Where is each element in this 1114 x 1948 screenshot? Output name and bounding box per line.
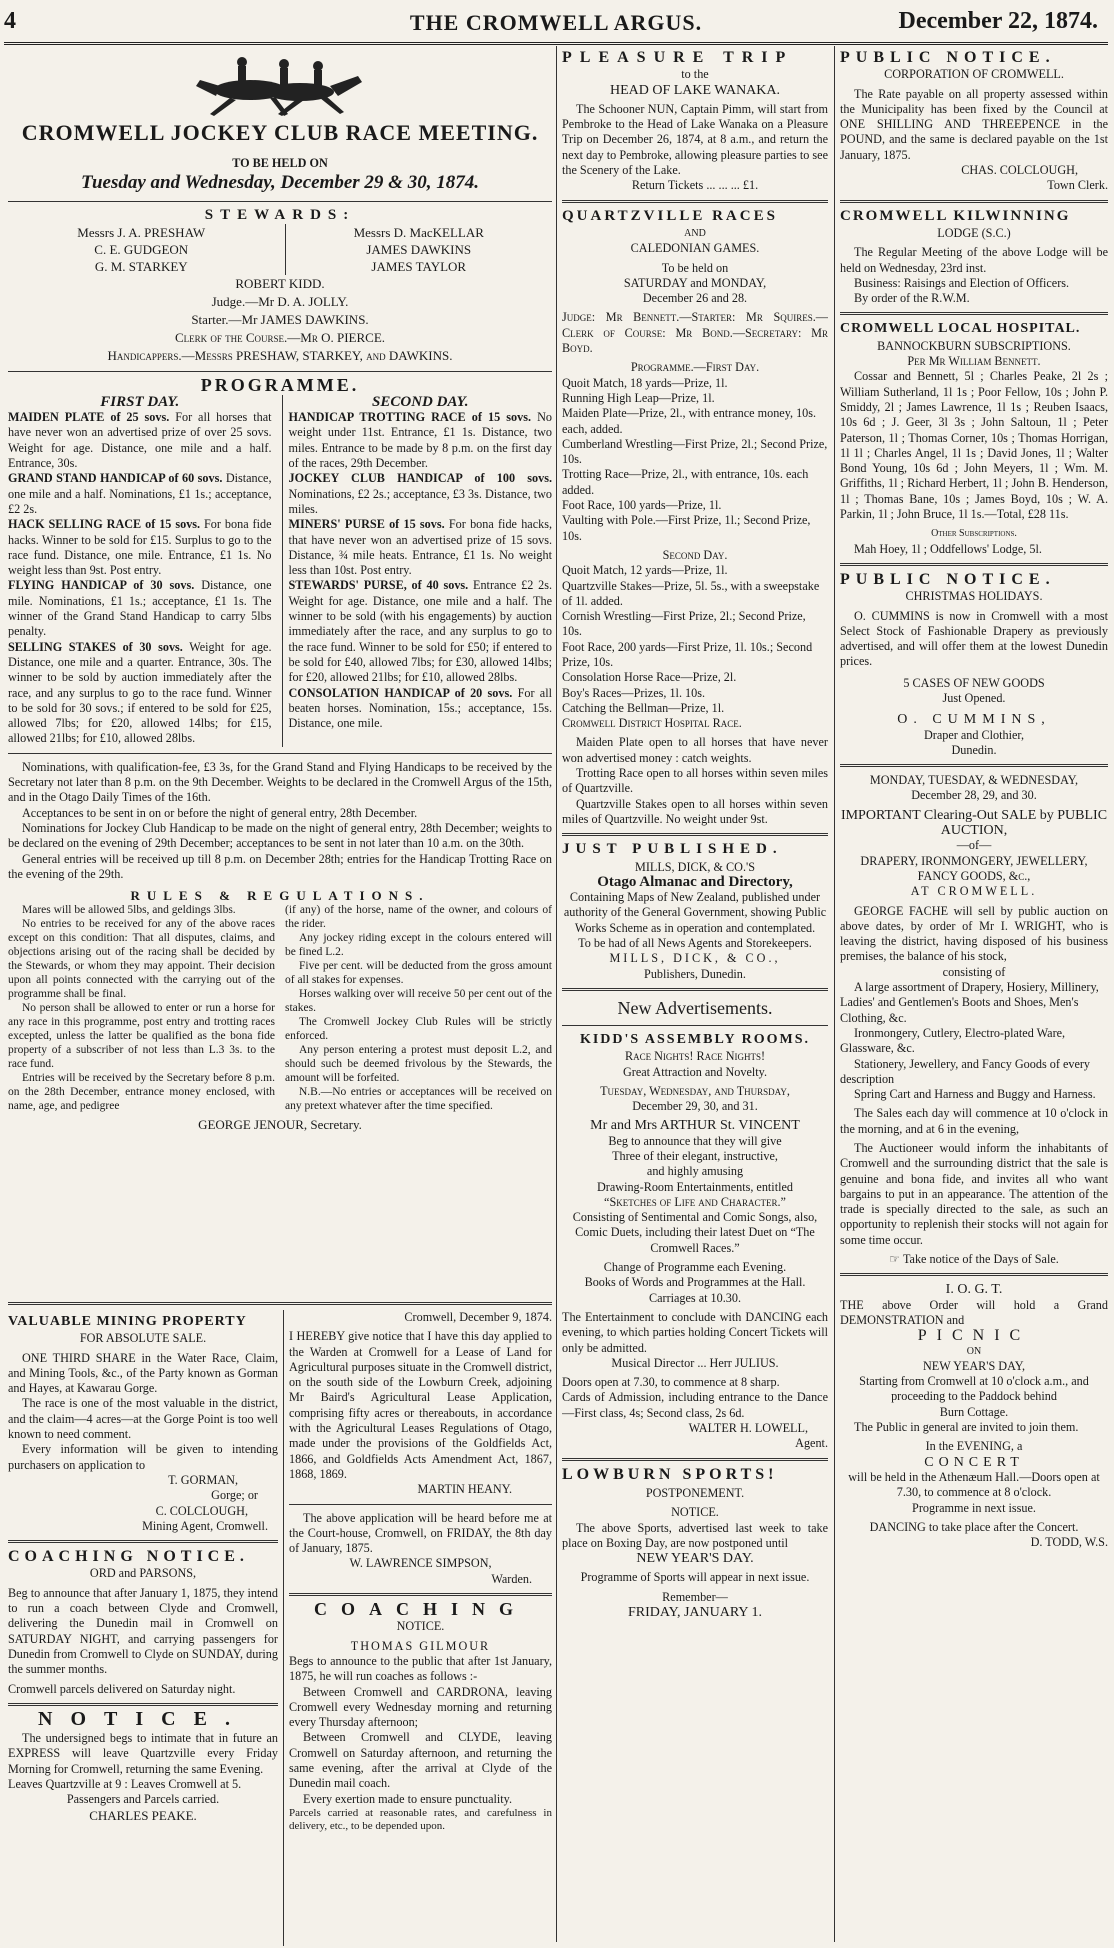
- quartzville-event: Catching the Bellman—Prize, 1l.: [562, 700, 725, 715]
- notice2-heading: PUBLIC NOTICE.: [840, 570, 1056, 588]
- quartzville-event: Vaulting with Pole.—First Prize, 1l.; Second Prize, 10s.: [562, 513, 811, 543]
- rule: Five per cent. will be deducted from the gross amount of all stakes for expenses.: [285, 960, 552, 987]
- race-clerk: Clerk of the Course.—Mr O. PIERCE.: [174, 329, 386, 345]
- heany-hearing: The above application will be heard before me at the Court-house, Cromwell, on FRIDAY, the 8th day of January, 1875.: [289, 1510, 552, 1556]
- lowburn-programme: Programme of Sports will appear in next issue.: [580, 1570, 810, 1585]
- auction-consisting: consisting of: [942, 964, 1006, 979]
- nomination-text: Acceptances to be sent in on or before the night of general entry, 28th December.: [22, 805, 418, 820]
- quartzville-event: Boy's Races—Prizes, 1l. 10s.: [562, 685, 706, 700]
- steward: JAMES DAWKINS: [366, 241, 472, 257]
- race-event: CONSOLATION HANDICAP of 20 sovs. For all beaten horses. Nomination, 15s.; acceptance, 15s. Distance, one mile.: [288, 685, 552, 731]
- divider: [289, 1593, 552, 1596]
- heany-body: I HEREBY give notice that I have this day applied to the Warden at Cromwell for a Lease of Land for Agricultural purposes situate in the Cromwell district, on the south side of the Lowburn Creek, adjoining Mr Baird's Agricultural Lease Application, comprising fifty acres or thereabouts, in accordance with the Agricultural Leases Regulations of Otago, made under the provisions of the Goldfields Act, 1866, and Goldfields Acts Amendment Act, 1867, 1868, 1869.: [289, 1329, 552, 1481]
- issue-date: December 22, 1874.: [898, 8, 1098, 34]
- quartzville-event: Maiden Plate—Prize, 2l., with entrance money, 10s. each, added.: [562, 406, 817, 436]
- mining-body: The race is one of the most valuable in the district, and the claim—4 acres—at the Gorge Point is too well known to need comment.: [8, 1396, 278, 1442]
- divider: [840, 1273, 1108, 1276]
- notice2-body: O. CUMMINS is now in Cromwell with a most Select Stock of Fashionable Drapery as previously advertised, and will offer them at the lowest Dunedin prices.: [840, 608, 1108, 669]
- rule: No entries to be received for any of the above races except on this condition: That all disputes, claims, and objections arising out of the racing shall be decided by the Stewards, or whom they may appoint. Their decision upon all points connected with the carrying out of the programme shall be final.: [8, 918, 275, 1001]
- auction-days: MONDAY, TUESDAY, & WEDNESDAY,: [869, 773, 1079, 788]
- coaching1-body: Beg to announce that after January 1, 1875, they intend to run a coach between Clyde and Cromwell, delivering the Dunedin mail in Cromwell on SATURDAY NIGHT, and carrying passengers for Dunedin from Cromwell to Clyde on SUNDAY, during the summer months.: [8, 1585, 278, 1677]
- auction-at: AT CROMWELL.: [910, 884, 1038, 899]
- mining-sign: Gorge; or: [211, 1488, 258, 1503]
- rule: N.B.—No entries or acceptances will be received on any pretext whatever after the time specified.: [285, 1086, 552, 1113]
- kilwinning-lodge: LODGE (S.C.): [937, 225, 1011, 240]
- notice1-body: The Rate payable on all property assessed within the Municipality has been fixed by the Council at ONE SHILLING AND THREEPENCE in the POUND, and the same is declared payable on the 1st January, 1875.: [840, 86, 1108, 162]
- rule: Horses walking over will receive 50 per cent out of the stakes.: [285, 988, 552, 1015]
- hospital-other-list: Mah Hoey, 1l ; Oddfellows' Lodge, 5l.: [854, 541, 1042, 556]
- notice-heading: NOTICE.: [38, 1707, 248, 1730]
- published-publisher: MILLS, DICK, & CO.'S: [634, 859, 756, 874]
- pleasure-dest: HEAD OF LAKE WANAKA.: [609, 82, 781, 98]
- heany-warden-title: Warden.: [491, 1571, 532, 1586]
- column-2-lower: [289, 1310, 552, 1946]
- coaching2-heading: COACHING: [313, 1599, 527, 1620]
- racehorse-illustration: [180, 46, 380, 118]
- lowburn-sub: POSTPONEMENT.: [645, 1485, 745, 1500]
- quartzville-event: Quartzville Stakes—Prize, 5l. 5s., with a sweepstake of 1l. added.: [562, 578, 820, 608]
- page-number: 4: [4, 8, 16, 34]
- rule: Entries will be received by the Secretary before 8 p.m. on the 28th December, entrance money enclosed, with name, age, and pedigree: [8, 1072, 275, 1113]
- nomination-text: General entries will be received up till 8 p.m. on December 28th; entries for the Handicap Trotting Race on the evening of the 29th.: [8, 851, 552, 881]
- published-heading: JUST PUBLISHED.: [562, 841, 783, 858]
- iogt-hall: will be held in the Athenæum Hall.—Doors open at 7.30, to commence at 8 o'clock.: [848, 1469, 1100, 1500]
- heany-sign: MARTIN HEANY.: [417, 1482, 512, 1497]
- quartzville-day2: Second Day.: [662, 547, 728, 562]
- kidds-line: Drawing-Room Entertainments, entitled: [597, 1179, 793, 1194]
- notice2-cases: 5 CASES OF NEW GOODS: [903, 675, 1045, 690]
- iogt-invited: The Public in general are invited to join them.: [854, 1420, 1079, 1435]
- heany-dateline: Cromwell, December 9, 1874.: [404, 1310, 552, 1324]
- kidds-line: Three of their elegant, instructive,: [612, 1149, 778, 1163]
- race-meeting-ad: [8, 46, 552, 1298]
- quartzville-note: Maiden Plate open to all horses that have never won advertised money : catch weights.: [562, 735, 828, 765]
- divider: [8, 1703, 278, 1706]
- published-agents: To be had of all News Agents and Storekeepers.: [578, 936, 812, 951]
- quartzville-event: Cumberland Wrestling—First Prize, 2l.; Second Prize, 10s.: [562, 436, 828, 467]
- quartzville-event: Running High Leap—Prize, 1l.: [562, 390, 715, 405]
- coaching2-name: THOMAS GILMOUR: [350, 1638, 491, 1653]
- kilwinning-order: By order of the R.W.M.: [854, 291, 970, 306]
- auction-times: The Sales each day will commence at 10 o'clock in the morning, and at 6 in the evening,: [840, 1106, 1108, 1136]
- newspaper-title: THE CROMWELL ARGUS.: [409, 10, 703, 35]
- quartzville-event: Cromwell District Hospital Race.: [562, 716, 742, 731]
- nominations: [8, 760, 552, 882]
- kidds-heading: KIDD'S ASSEMBLY ROOMS.: [579, 1031, 811, 1047]
- hospital-heading: CROMWELL LOCAL HOSPITAL.: [840, 321, 1081, 337]
- race-event: MINERS' PURSE of 15 sovs. For bona fide hacks, that have never won an advertised prize of 15 sovs. Distance, ¾ mile heats. Entrance, £1 1s. No weight less than 10st. Post entry.: [288, 517, 552, 578]
- hospital-other: Other Subscriptions.: [931, 528, 1017, 540]
- coaching2-body: Between Cromwell and CARDRONA, leaving Cromwell every Wednesday morning and returning every Thursday afternoon;: [289, 1684, 552, 1730]
- kidds-performers: Mr and Mrs ARTHUR St. VINCENT: [590, 1118, 800, 1134]
- published-sign: MILLS, DICK, & CO.,: [609, 951, 781, 966]
- rule: Mares will be allowed 5lbs, and geldings 3lbs.: [22, 904, 236, 917]
- hospital-per: Per Mr William Bennett.: [907, 354, 1041, 369]
- divider: [8, 753, 552, 754]
- race-event: HACK SELLING RACE of 15 sovs. For bona fide hacks. Winner to be sold for £15. Surplus to go to the race fund. Distance, one mile. Entrance, £1 1s. No weight less than 9st. Post entry.: [8, 517, 272, 578]
- second-day: [282, 395, 553, 747]
- auction-goods: DRAPERY, IRONMONGERY, JEWELLERY, FANCY GOODS, &c.,: [860, 853, 1088, 883]
- coaching2-sub: NOTICE.: [396, 1619, 445, 1634]
- coaching1-body: Cromwell parcels delivered on Saturday night.: [8, 1681, 236, 1696]
- lowburn-date: FRIDAY, JANUARY 1.: [627, 1605, 763, 1621]
- quartzville-held: To be held on: [661, 260, 729, 275]
- mining-body: Every information will be given to intending purchasers on application to: [8, 1442, 278, 1472]
- pleasure-to: to the: [681, 67, 709, 82]
- divider: [562, 1025, 828, 1026]
- quartzville-note: Quartzville Stakes open to all horses within seven miles of Quartzville. No weight under 9st.: [562, 796, 828, 826]
- race-dates: Tuesday and Wednesday, December 29 & 30, 1874.: [81, 172, 479, 194]
- kidds-attraction: Great Attraction and Novelty.: [622, 1064, 768, 1079]
- quartzville-heading: QUARTZVILLE RACES: [562, 207, 778, 224]
- kilwinning-business: Business: Raisings and Election of Officers.: [854, 275, 1070, 290]
- kidds-carriages: Carriages at 10.30.: [648, 1290, 742, 1305]
- second-day-heading: SECOND DAY.: [372, 393, 469, 410]
- rule: The Cromwell Jockey Club Rules will be strictly enforced.: [285, 1016, 552, 1043]
- race-held-on: TO BE HELD ON: [232, 156, 328, 170]
- iogt-start: Starting from Cromwell at 10 o'clock a.m., and proceeding to the Paddock behind: [859, 1374, 1089, 1404]
- steward: Messrs D. MacKELLAR: [353, 224, 484, 240]
- race-event: SELLING STAKES of 30 sovs. Weight for age. Distance, one mile and a quarter. Entrance, 30s. The winner to be sold by auction immediately after the race, and any surplus to go to the race fund. Winner to be sold for 30 sovs.; if entered to be sold for £25, allowed 7lbs; for £20, allowed 14lbs; for £15, allowed 21lbs; for £10, allowed 28lbs.: [8, 639, 272, 746]
- quartzville-event: Cornish Wrestling—First Prize, 2l.; Second Prize, 10s.: [562, 609, 806, 639]
- race-starter: Starter.—Mr JAMES DAWKINS.: [191, 311, 369, 327]
- race-handicappers: Handicappers.—Messrs PRESHAW, STARKEY, and DAWKINS.: [107, 347, 453, 363]
- kilwinning-body: The Regular Meeting of the above Lodge will be held on Wednesday, 23rd inst.: [840, 245, 1108, 275]
- race-event: HANDICAP TROTTING RACE of 15 sovs. No weight under 11st. Entrance, £1 1s. Distance, two miles. Entrance to be made by 8 p.m. on the first day of the races, 29th December.: [288, 410, 552, 471]
- first-day: [8, 395, 272, 747]
- race-judge: Judge.—Mr D. A. JOLLY.: [211, 293, 349, 309]
- lowburn-body: The above Sports, advertised last week to take place on Boxing Day, are now postponed until: [562, 1520, 828, 1550]
- iogt-day: NEW YEAR'S DAY,: [922, 1358, 1026, 1373]
- column-1-lower: [8, 1310, 278, 1946]
- auction-heading: IMPORTANT Clearing-Out SALE by PUBLIC AUCTION,: [840, 807, 1108, 839]
- race-meeting-title: CROMWELL JOCKEY CLUB RACE MEETING.: [21, 120, 539, 145]
- column-rule: [556, 46, 557, 1942]
- coaching2-body: Every exertion made to ensure punctuality.: [303, 1791, 513, 1806]
- steward: G. M. STARKEY: [94, 258, 188, 274]
- mining-sign: T. GORMAN,: [168, 1472, 238, 1487]
- notice-times: Leaves Quartzville at 9 : Leaves Cromwell at 5.: [8, 1777, 242, 1792]
- auction-inform: The Auctioneer would inform the inhabitants of Cromwell and the surrounding district that the sale is genuine and bona fide, and invites all who want bargains to put in an appearance. The attention of the trade is specially directed to the sale, as such an opportunity to replenish their stocks will not again for some time occur.: [840, 1141, 1108, 1247]
- auction-of: —of—: [956, 838, 992, 853]
- published-title: Otago Almanac and Directory,: [597, 873, 793, 890]
- quartzville-event: Trotting Race—Prize, 2l., with entrance, 10s. each added.: [562, 467, 809, 497]
- column-4: [840, 46, 1108, 1942]
- iogt-programme: Programme in next issue.: [912, 1500, 1036, 1515]
- kidds-agent: WALTER H. LOWELL,: [688, 1421, 808, 1436]
- pleasure-heading: PLEASURE TRIP: [562, 49, 794, 66]
- divider: [562, 1458, 828, 1461]
- pleasure-tickets: Return Tickets ... ... ... £1.: [631, 178, 759, 193]
- kidds-line: and highly amusing: [646, 1164, 744, 1179]
- race-event: STEWARDS' PURSE, of 40 sovs. Entrance £2 2s. Weight for age. Distance, one mile and a half. The winner to be sold (with his engagements) by auction immediately after the race, and any surplus to go to the race fund. Winner to be sold for £50; if entered to be sold for £40, allowed 7lbs; for £30, allowed 14lbs; for £20, allowed 21lbs; for £10, allowed 28lbs.: [288, 578, 552, 685]
- stewards-heading: STEWARDS:: [204, 207, 356, 224]
- lowburn-heading: LOWBURN SPORTS!: [562, 1465, 778, 1483]
- auction-item: A large assortment of Drapery, Hosiery, Millinery, Ladies' and Gentlemen's Boots and Shoes, Men's Clothing, &c.: [840, 980, 1099, 1025]
- auction-note: ☞ Take notice of the Days of Sale.: [889, 1252, 1059, 1267]
- divider: [562, 200, 828, 203]
- divider: [840, 764, 1108, 767]
- race-event: JOCKEY CLUB HANDICAP of 100 sovs. Nominations, £2 2s.; acceptance, £3 3s. Distance, two miles.: [288, 471, 552, 516]
- race-event: MAIDEN PLATE of 25 sovs. For all horses that have never won an advertised prize of over 25 sovs. Weight for age. Distance, one mile and a half. Entrance, 30s.: [8, 410, 272, 471]
- quartzville-officials: Judge: Mr Bennett.—Starter: Mr Squires.—Clerk of Course: Mr Bond.—Secretary: Mr Boyd.: [562, 310, 828, 356]
- iogt-heading: I. O. G. T.: [945, 1282, 1003, 1298]
- divider: [840, 312, 1108, 315]
- column-3: [562, 46, 828, 1942]
- lowburn-notice: NOTICE.: [671, 1505, 719, 1520]
- notice-sign: CHARLES PEAKE.: [89, 1807, 197, 1823]
- hospital-list: Cossar and Bennett, 5l ; Charles Peake, 2l 2s ; William Sutherland, 1l 1s ; Poor Fellow, 10s ; John P. Smiddy, 2l ; James Lawrence, 1l 1s ; Reuben Isaacs, 10s 6d ; J. Geer, 3l 3s ; John Saltoun, 1l ; Peter Paterson, 1l ; Thomas Corner, 10s ; Thomas Horrigan, 1l 1l ; Charles Angel, 1l 1s ; David Jones, 1l ; Walter Bond Young, 10s 6d ; John Meyers, 1l ; Wm. M. Griffiths, 1l ; Richard Herbert, 1l ; John B. Henderson, 1l ; Thomas Bane, 10s ; James Boyd, 10s ; W. A. Parkin, 1l ; John Bruce, 1l 1s.—Total, £28 11s.: [840, 369, 1108, 522]
- divider: [8, 1540, 278, 1543]
- divider: [289, 1504, 552, 1505]
- kidds-dancing: The Entertainment to conclude with DANCING each evening, to which parties holding Concert Tickets will only be admitted.: [562, 1309, 828, 1355]
- notice2-sign2: Draper and Clothier,: [923, 727, 1025, 742]
- quartzville-note: Trotting Race open to all horses within seven miles of Quartzville.: [562, 766, 828, 796]
- iogt-sign: D. TODD, W.S.: [1030, 1535, 1108, 1550]
- nomination-text: Nominations, with qualification-fee, £3 3s, for the Grand Stand and Flying Handicaps to be received by the Secretary not later than 8 p.m. on the 9th December. Weights to be declared in the Cromwell Argus of the 15th, and in the Otago Daily Times of the 16th.: [8, 759, 552, 805]
- kidds-race-nights: Race Nights! Race Nights!: [624, 1049, 766, 1064]
- rules-left: [8, 903, 275, 1113]
- iogt-body: THE above Order will hold a Grand DEMONSTRATION and: [840, 1297, 1108, 1327]
- kidds-admission: Cards of Admission, including entrance to the Dance—First class, 4s; Second class, 2s 6d.: [562, 1390, 828, 1420]
- notice1-corp: CORPORATION OF CROMWELL.: [884, 67, 1064, 82]
- mining-sign: Mining Agent, Cromwell.: [142, 1518, 268, 1533]
- heany-warden: W. LAWRENCE SIMPSON,: [349, 1556, 492, 1571]
- kidds-musical: Musical Director ... Herr JULIUS.: [611, 1355, 779, 1370]
- auction-item: Stationery, Jewellery, and Fancy Goods of every description: [840, 1056, 1091, 1086]
- lowburn-remember: Remember—: [662, 1589, 728, 1604]
- steward-last: ROBERT KIDD.: [235, 275, 325, 291]
- kilwinning-heading: CROMWELL KILWINNING: [840, 207, 1071, 224]
- notice1-heading: PUBLIC NOTICE.: [840, 49, 1056, 66]
- published-sign2: Publishers, Dunedin.: [644, 966, 746, 981]
- steward: JAMES TAYLOR: [371, 258, 467, 274]
- rules-heading: RULES & REGULATIONS.: [130, 888, 430, 904]
- kidds-change: Change of Programme each Evening.: [603, 1260, 787, 1275]
- divider: [562, 833, 828, 836]
- column-rule: [283, 1310, 284, 1946]
- pleasure-body: The Schooner NUN, Captain Pimm, will start from Pembroke to the Head of Lake Wanaka on a Pleasure Trip on December 26, 1874, at 8 a.m., and return the next day to Pembroke, allowing pleasure parties to see the Scenery of the Lake.: [562, 101, 828, 178]
- race-event: GRAND STAND HANDICAP of 60 sovs. Distance, one mile and a half. Nominations, £1 1s.; acceptance, £2 2s.: [8, 471, 272, 516]
- divider: [840, 563, 1108, 566]
- race-event: FLYING HANDICAP of 30 sovs. Distance, one mile. Nominations, £1 1s.; acceptance, £1 1s. The winner of the Grand Stand Handicap to carry 5lbs penalty.: [8, 578, 272, 639]
- iogt-place: Burn Cottage.: [939, 1404, 1009, 1419]
- kidds-doors: Doors open at 7.30, to commence at 8 sharp.: [562, 1375, 780, 1390]
- stewards-list: [8, 224, 552, 275]
- notice2-sign3: Dunedin.: [951, 742, 997, 757]
- new-ads-heading: New Advertisements.: [617, 997, 773, 1018]
- stewards-left: [8, 224, 275, 275]
- column-rule: [834, 46, 835, 1942]
- masthead: [4, 6, 1108, 45]
- mining-sub: FOR ABSOLUTE SALE.: [79, 1331, 207, 1346]
- hospital-sub: BANNOCKBURN SUBSCRIPTIONS.: [877, 338, 1071, 353]
- published-desc: Containing Maps of New Zealand, published under authority of the General Government, showing Public Works Scheme as in operation and contemplated.: [563, 890, 827, 935]
- quartzville-and: AND: [684, 227, 706, 239]
- iogt-picnic: PICNIC: [917, 1327, 1031, 1345]
- divider: [840, 200, 1108, 203]
- quartzville-event: Foot Race, 100 yards—Prize, 1l.: [562, 498, 722, 513]
- notice1-sign: CHAS. COLCLOUGH,: [961, 163, 1078, 178]
- divider: [562, 988, 828, 991]
- rule: Any jockey riding except in the colours entered will be fined L.2.: [285, 932, 552, 959]
- iogt-on: ON: [966, 1345, 982, 1357]
- quartzville-days: SATURDAY and MONDAY,: [623, 275, 767, 290]
- iogt-evening: In the EVENING, a: [925, 1439, 1023, 1454]
- iogt-concert: CONCERT: [924, 1454, 1024, 1470]
- race-secretary: GEORGE JENOUR, Secretary.: [198, 1117, 362, 1133]
- quartzville-dates: December 26 and 28.: [642, 291, 748, 306]
- auction-item: Spring Cart and Harness and Buggy and Harness.: [854, 1087, 1096, 1102]
- kidds-days: Tuesday, Wednesday, and Thursday,: [600, 1083, 790, 1098]
- iogt-dancing: DANCING to take place after the Concert.: [869, 1519, 1079, 1534]
- kidds-agent2: Agent.: [795, 1436, 828, 1451]
- quartzville-event: Quoit Match, 12 yards—Prize, 1l.: [562, 563, 728, 578]
- notice-parcels: Passengers and Parcels carried.: [66, 1792, 220, 1807]
- stewards-right: [285, 224, 553, 275]
- kidds-title: “Sketches of Life and Character.”: [604, 1194, 786, 1209]
- mining-heading: VALUABLE MINING PROPERTY: [8, 1314, 247, 1329]
- kidds-books: Books of Words and Programmes at the Hall.: [584, 1275, 806, 1290]
- rules-right: [285, 903, 552, 1113]
- notice2-sign: O. CUMMINS,: [897, 712, 1051, 728]
- rule: No person shall be allowed to enter or run a horse for any race in this programme, post entry and trotting races excepted, unless the latter be qualified as the bona fide property of a subscriber of not less than L.3 3s. to the race fund.: [8, 1002, 275, 1071]
- kidds-consisting: Consisting of Sentimental and Comic Songs, also, Comic Duets, including their latest Duet on “The Cromwell Races.”: [572, 1210, 818, 1255]
- auction-dates: December 28, 29, and 30.: [911, 788, 1037, 803]
- mining-sign: C. COLCLOUGH,: [155, 1503, 248, 1518]
- mining-body: ONE THIRD SHARE in the Water Race, Claim, and Mining Tools, &c., of the Party known as Gorman and Hayes, at Kawarau Gorge.: [8, 1350, 278, 1396]
- rule: (if any) of the horse, name of the owner, and colours of the rider.: [285, 904, 552, 931]
- divider: [8, 201, 552, 202]
- kidds-dates: December 29, 30, and 31.: [632, 1099, 758, 1114]
- rules: [8, 903, 552, 1113]
- divider: [8, 1302, 552, 1305]
- coaching2-body: Parcels carried at reasonable rates, and carefulness in delivery, etc., to be depended upon.: [289, 1806, 552, 1832]
- rule: Any person entering a protest must deposit L.2, and should such be deemed frivolous by the Stewards, the amount will be forfeited.: [285, 1044, 552, 1085]
- quartzville-caledonian: CALEDONIAN GAMES.: [630, 241, 760, 256]
- programme-days: [8, 395, 552, 747]
- steward: C. E. GUDGEON: [94, 241, 189, 257]
- coaching1-heading: COACHING NOTICE.: [8, 1548, 249, 1566]
- auction-item: Ironmongery, Cutlery, Electro-plated Ware, Glassware, &c.: [840, 1025, 1066, 1056]
- notice2-sub: CHRISTMAS HOLIDAYS.: [905, 589, 1043, 604]
- coaching1-sub: ORD and PARSONS,: [89, 1566, 197, 1581]
- programme-heading: PROGRAMME.: [200, 374, 360, 395]
- first-day-heading: FIRST DAY.: [100, 393, 180, 410]
- quartzville-event: Quoit Match, 18 yards—Prize, 1l.: [562, 375, 728, 390]
- steward: Messrs J. A. PRESHAW: [77, 224, 206, 240]
- coaching2-body: Begs to announce to the public that after 1st January, 1875, he will run coaches as follows :-: [289, 1653, 552, 1684]
- notice-body: The undersigned begs to intimate that in future an EXPRESS will leave Quartzville every Friday Morning for Cromwell, returning the same Evening.: [8, 1731, 278, 1776]
- auction-body: GEORGE FACHE will sell by public auction on above dates, by order of Mr I. WRIGHT, who is leaving the district, having disposed of his business premises, the balance of his stock,: [840, 903, 1108, 964]
- quartzville-day1: Programme.—First Day.: [630, 360, 760, 375]
- nomination-text: Nominations for Jockey Club Handicap to be made on the night of general entry, 28th December; weights to be declared on the evening of 29th December; acceptances to be sent in not later than 10 a.m. on the 30th.: [8, 820, 552, 851]
- kidds-line: Beg to announce that they will give: [608, 1133, 782, 1148]
- divider: [8, 371, 552, 372]
- quartzville-event: Consolation Horse Race—Prize, 2l.: [562, 670, 737, 685]
- notice1-sign2: Town Clerk.: [1047, 178, 1108, 193]
- notice2-opened: Just Opened.: [942, 690, 1006, 705]
- coaching2-body: Between Cromwell and CLYDE, leaving Cromwell on Saturday afternoon, and returning the same evening, after the arrival at Clyde of the Dunedin mail coach.: [289, 1730, 552, 1791]
- lowburn-until: NEW YEAR'S DAY.: [636, 1551, 754, 1567]
- quartzville-event: Foot Race, 200 yards—First Prize, 1l. 10s.; Second Prize, 10s.: [562, 639, 813, 669]
